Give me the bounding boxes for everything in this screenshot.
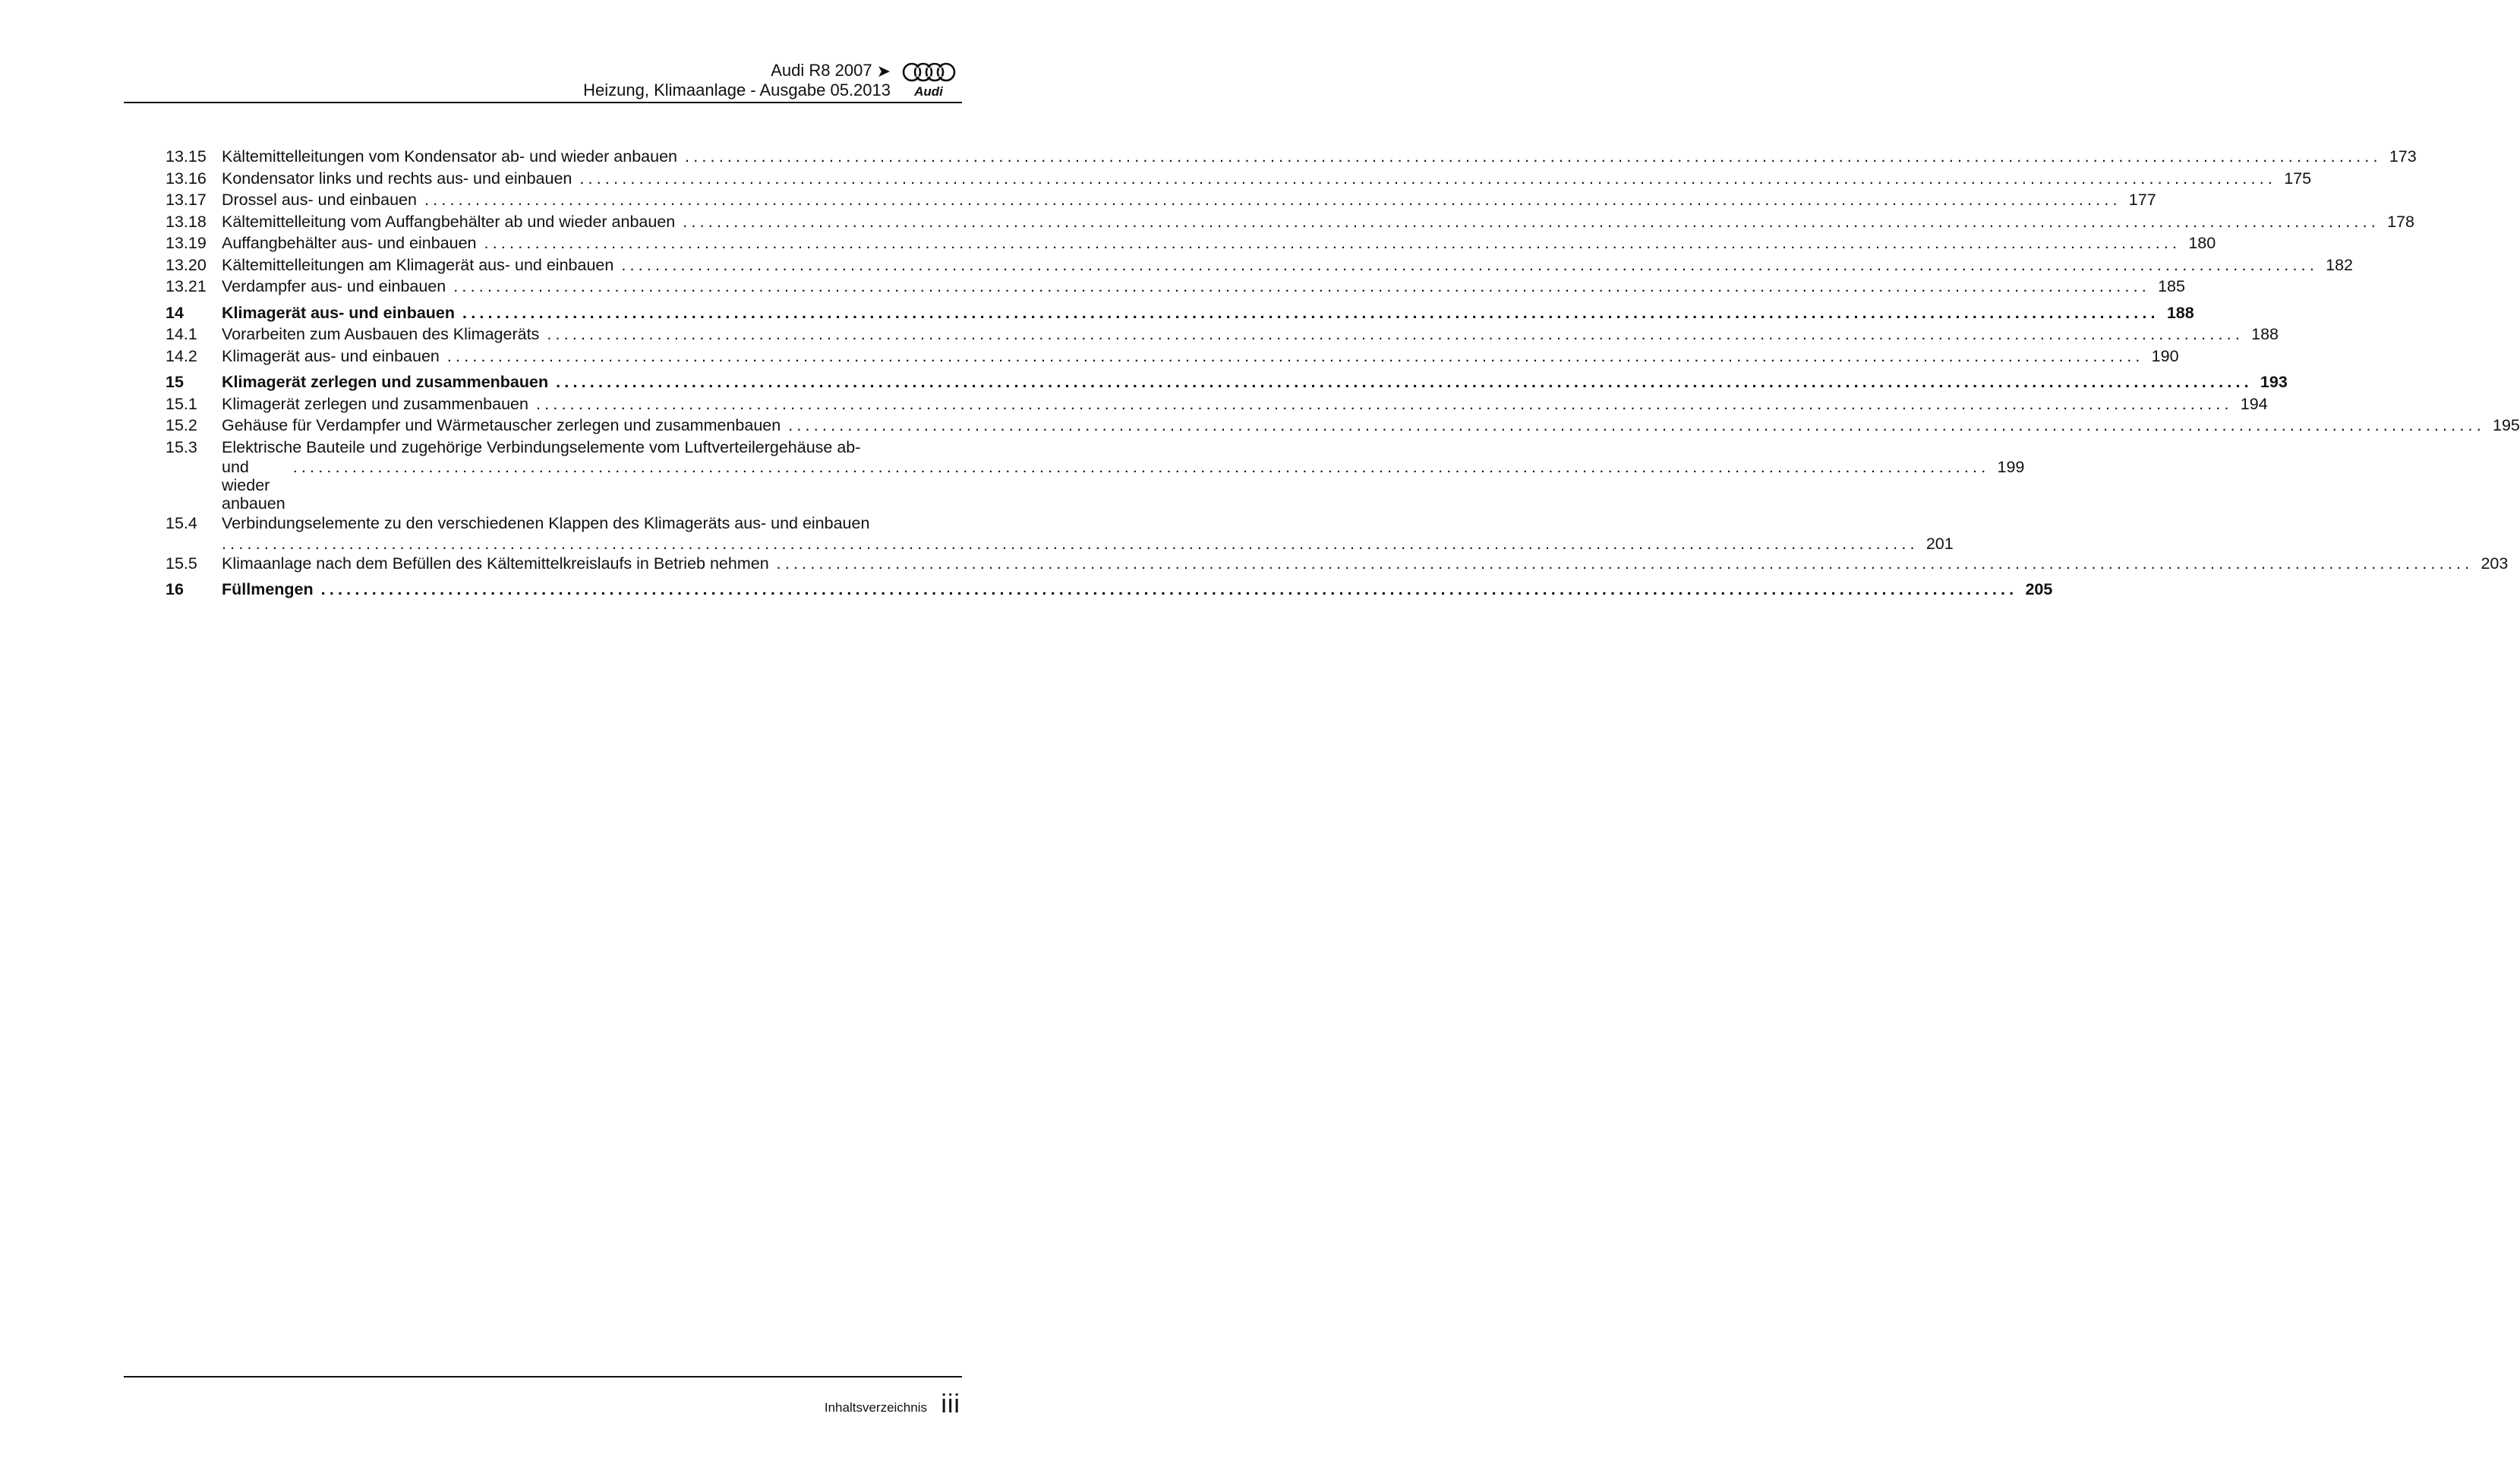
toc-entry[interactable] — [166, 168, 2312, 190]
svg-text:Audi: Audi — [914, 84, 943, 99]
toc-entry[interactable] — [166, 346, 2179, 368]
toc-entry-number: 15.5 — [166, 554, 197, 573]
toc-leader-dots: ........................................................................................................................................................................................................ — [683, 212, 2380, 231]
toc-entry-title: Füllmengen — [222, 580, 314, 598]
toc-leader-dots: ........................................................................................................................................................................................................ — [788, 416, 2485, 434]
toc-entry-title: Kältemittelleitungen vom Kondensator ab- und wieder anbauen — [222, 147, 678, 166]
toc-entry-number: 13.17 — [166, 191, 207, 209]
toc-entry[interactable] — [166, 323, 2279, 346]
toc-entry-page: 193 — [2260, 373, 2288, 391]
toc-entry-title: Klimagerät zerlegen und zusammenbauen — [222, 394, 528, 413]
toc-entry-number: 13.21 — [166, 277, 207, 295]
toc-entry[interactable] — [166, 415, 2520, 437]
toc-entry-number: 13.16 — [166, 169, 207, 188]
toc-entry-number: 14.2 — [166, 346, 197, 365]
toc-entry[interactable] — [166, 232, 2216, 254]
toc-leader-dots: ........................................................................................................................................................................................................ — [685, 147, 2382, 166]
toc-entry-title: Verdampfer aus- und einbauen — [222, 277, 446, 295]
header-titles — [583, 61, 891, 100]
toc-entry-title: Vorarbeiten zum Ausbauen des Klimageräts — [222, 325, 540, 343]
toc-leader-dots: ........................................................................................................................................................................................................ — [320, 580, 2018, 598]
toc-entry-page: 190 — [2151, 346, 2179, 365]
toc-entry-number: 15.1 — [166, 394, 197, 413]
header-model-line — [583, 61, 891, 80]
toc-chapter-entry[interactable] — [166, 302, 2194, 324]
toc-entry[interactable] — [166, 437, 2025, 513]
toc-entry[interactable] — [166, 393, 2268, 415]
toc-entry-page: 173 — [2389, 147, 2417, 166]
toc-leader-dots: ........................................................................................................................................................................................................ — [621, 255, 2319, 274]
toc-leader-dots: ........................................................................................................................................................................................................ — [446, 346, 2144, 365]
toc-entry-title: Auffangbehälter aus- und einbauen — [222, 234, 477, 252]
toc-leader-dots: ........................................................................................................................................................................................................ — [776, 554, 2474, 573]
toc-leader-dots: ........................................................................................................................................................................................................ — [547, 325, 2244, 343]
audi-logo-icon — [900, 61, 960, 100]
toc-entry-page: 203 — [2481, 554, 2509, 573]
header-model: Audi R8 2007 — [771, 61, 872, 80]
toc-entry-title: Kältemittelleitung vom Auffangbehälter ab und wieder anbauen — [222, 212, 676, 231]
toc-entry-title: Kondensator links und rechts aus- und einbauen — [222, 169, 572, 188]
arrow-icon: ➤ — [876, 62, 891, 80]
toc-entry-page: 182 — [2326, 255, 2354, 274]
toc-leader-dots: ........................................................................................................................................................................................................ — [462, 303, 2159, 322]
toc-leader-dots: ........................................................................................................................................................................................................ — [424, 191, 2121, 209]
toc-entry-number: 14.1 — [166, 325, 197, 343]
toc-leader-dots: ........................................................................................................................................................................................................ — [484, 234, 2181, 252]
toc-leader-dots: ........................................................................................................................................................................................................ — [579, 169, 2277, 188]
toc-entry-title: Kältemittelleitungen am Klimagerät aus- und einbauen — [222, 255, 614, 274]
toc-entry-title-continued: und wieder anbauen — [222, 458, 285, 513]
toc-entry[interactable] — [166, 553, 2509, 575]
toc-entry-page: 180 — [2188, 234, 2216, 252]
page-header — [124, 58, 962, 103]
toc-entry-number: 13.18 — [166, 212, 207, 231]
toc-entry-page: 177 — [2128, 191, 2156, 209]
toc-entry-number: 14 — [166, 303, 184, 322]
toc-entry[interactable] — [166, 276, 2185, 298]
toc-entry-number: 16 — [166, 580, 184, 598]
toc-entry-title: Drossel aus- und einbauen — [222, 191, 417, 209]
toc-entry-page: 185 — [2158, 277, 2185, 295]
toc-entry-page: 175 — [2284, 169, 2312, 188]
toc-entry-number: 15 — [166, 373, 184, 391]
footer-section-label: Inhaltsverzeichnis — [824, 1400, 927, 1415]
toc-entry[interactable] — [166, 211, 2414, 233]
toc-entry-page: 178 — [2387, 212, 2414, 231]
toc-entry-title: Gehäuse für Verdampfer und Wärmetauscher zerlegen und zusammenbauen — [222, 416, 781, 434]
toc-entry[interactable] — [166, 189, 2156, 211]
toc-entry-number: 13.20 — [166, 255, 207, 274]
toc-entry-title: Klimagerät zerlegen und zusammenbauen — [222, 373, 549, 391]
header-subtitle: Heizung, Klimaanlage - Ausgabe 05.2013 — [583, 80, 891, 99]
toc-entry-number: 15.4 — [166, 514, 197, 532]
toc-entry-page: 194 — [2240, 394, 2268, 413]
toc-entry-page: 188 — [2251, 325, 2279, 343]
toc-entry-number: 15.3 — [166, 437, 197, 456]
toc-entry-title: Klimagerät aus- und einbauen — [222, 346, 440, 365]
toc-leader-dots: ........................................................................................................................................................................................................ — [222, 534, 1919, 553]
table-of-contents — [166, 146, 2520, 601]
toc-entry-number: 13.19 — [166, 234, 207, 252]
toc-entry-page: 195 — [2493, 416, 2520, 434]
toc-leader-dots: ........................................................................................................................................................................................................ — [556, 373, 2253, 391]
toc-entry-title: Verbindungselemente zu den verschiedenen Klappen des Klimageräts aus- und einbauen — [222, 514, 870, 532]
footer-page-number: iii — [941, 1390, 960, 1419]
toc-leader-dots: ........................................................................................................................................................................................................ — [453, 277, 2150, 295]
toc-entry-number: 13.15 — [166, 147, 207, 166]
toc-entry-page: 205 — [2025, 580, 2053, 598]
toc-entry-page: 201 — [1925, 534, 1954, 553]
toc-entry-page: 188 — [2166, 303, 2194, 322]
page-footer — [124, 1376, 962, 1423]
toc-chapter-entry[interactable] — [166, 371, 2288, 393]
toc-chapter-entry[interactable] — [166, 579, 2053, 601]
toc-entry-title: Elektrische Bauteile und zugehörige Verbindungselemente vom Luftverteilergehäuse ab- — [222, 437, 861, 456]
toc-entry[interactable] — [166, 513, 1954, 553]
toc-leader-dots: ........................................................................................................................................................................................................ — [535, 394, 2233, 413]
toc-leader-dots: ........................................................................................................................................................................................................ — [292, 458, 1990, 476]
toc-entry[interactable] — [166, 254, 2354, 276]
toc-entry-page: 199 — [1997, 458, 2025, 476]
toc-entry-title: Klimaanlage nach dem Befüllen des Kältemittelkreislaufs in Betrieb nehmen — [222, 554, 769, 573]
toc-entry[interactable] — [166, 146, 2417, 168]
toc-entry-title: Klimagerät aus- und einbauen — [222, 303, 456, 322]
toc-entry-number: 15.2 — [166, 416, 197, 434]
